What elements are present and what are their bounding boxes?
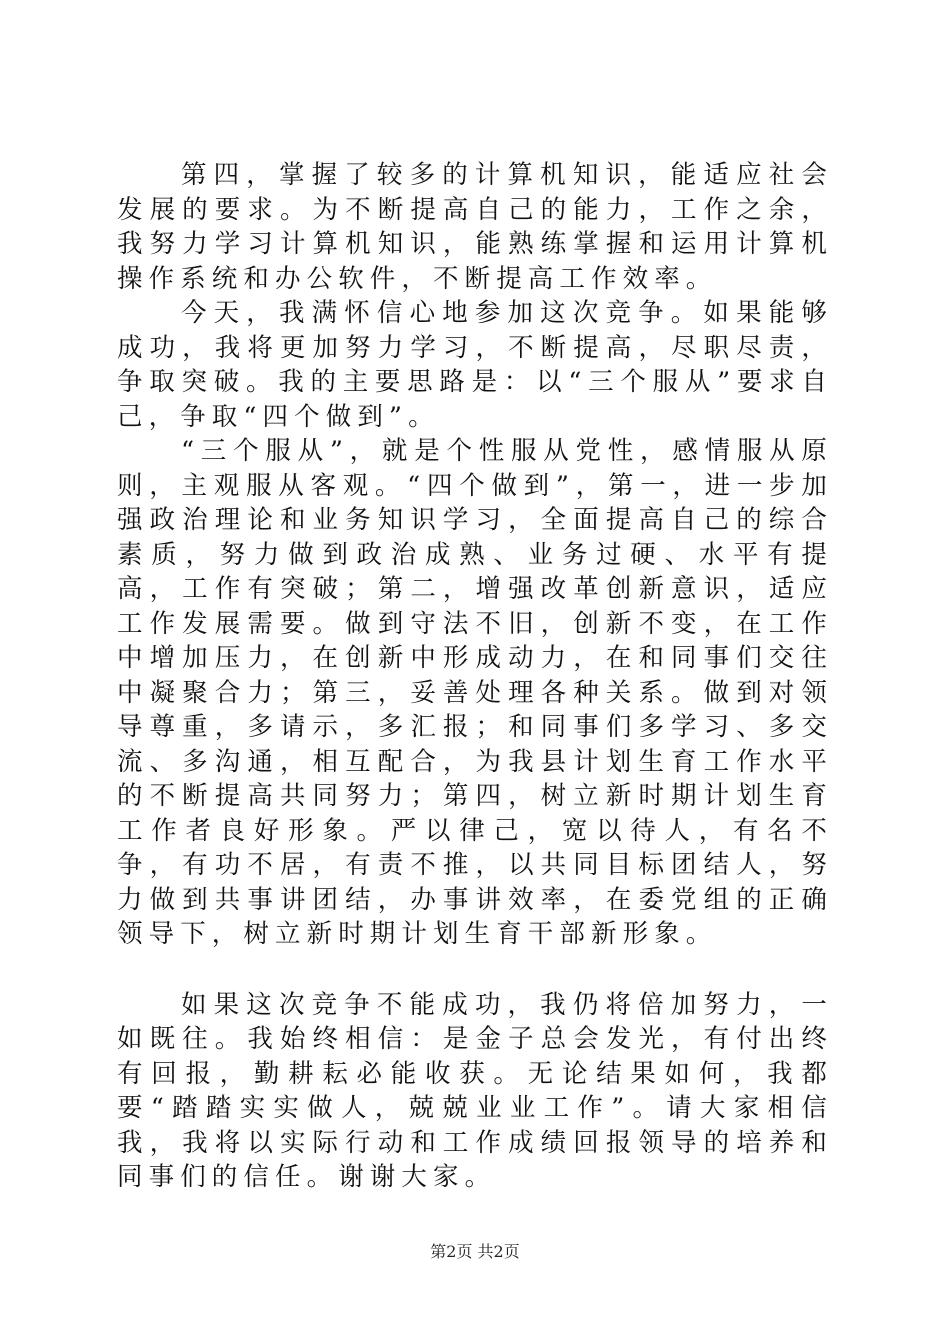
paragraph-closing: 如果这次竞争不能成功，我仍将倍加努力，一如既往。我始终相信：是金子总会发光，有付出终有回报，勤耕耘必能收获。无论结果如何，我都要“踏踏实实做人，兢兢业业工作”。请大家相信我，我将以实际行动和工作成绩回报领导的培养和同事们的信任。谢谢大家。 [117, 989, 833, 1192]
document-body [117, 158, 833, 1195]
page-footer: 第2页 共2页 [430, 1242, 520, 1261]
paragraph-three-obey-four-achieve: “三个服从”，就是个性服从党性，感情服从原则，主观服从客观。“四个做到”，第一，进一步加强政治理论和业务知识学习，全面提高自己的综合素质，努力做到政治成熟、业务过硬、水平有提高，工作有突破；第二，增强改革创新意识，适应工作发展需要。做到守法不旧，创新不变，在工作中增加压力，在创新中形成动力，在和同事们交往中凝聚合力；第三，妥善处理各种关系。做到对领导尊重，多请示，多汇报；和同事们多学习、多交流、多沟通，相互配合，为我县计划生育工作水平的不断提高共同努力；第四，树立新时期计划生育工作者良好形象。严以律己，宽以待人，有名不争，有功不居，有责不推，以共同目标团结人，努力做到共事讲团结，办事讲效率，在委党组的正确领导下，树立新时期计划生育干部新形象。 [117, 436, 833, 949]
paragraph-competition-plan: 今天，我满怀信心地参加这次竞争。如果能够成功，我将更加努力学习，不断提高，尽职尽责，争取突破。我的主要思路是：以“三个服从”要求自己，争取“四个做到”。 [117, 298, 833, 432]
paragraph-computer-skills: 第四，掌握了较多的计算机知识，能适应社会发展的要求。为不断提高自己的能力，工作之余，我努力学习计算机知识，能熟练掌握和运用计算机操作系统和办公软件，不断提高工作效率。 [117, 160, 833, 294]
